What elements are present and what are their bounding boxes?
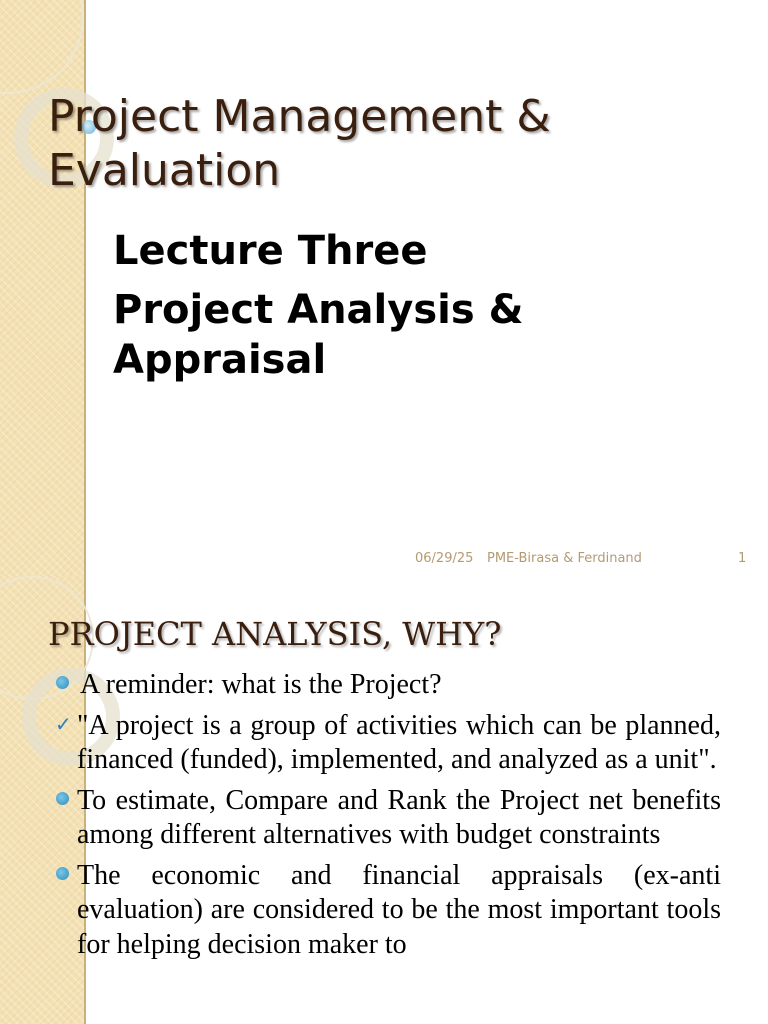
list-item — [0, 859, 721, 963]
slide-subtitle-lecture: Lecture Three — [113, 228, 428, 274]
footer-date: 06/29/25 — [415, 551, 474, 566]
footer-page-number: 1 — [738, 551, 747, 566]
slide-title-line-1: Project Management & — [48, 91, 551, 142]
bullet-text: "A project is a group of activities which can be planned, financed (funded), implemented, and analyzed as a unit". — [77, 709, 721, 775]
footer-text: PME-Birasa & Ferdinand — [487, 551, 642, 566]
bullet-dot-icon — [56, 792, 69, 805]
slide-2 — [0, 576, 768, 1024]
list-item — [0, 668, 721, 703]
bullet-text: The economic and financial appraisals (ex-anti evaluation) are considered to be the most important tools for helping decision maker to — [77, 859, 721, 960]
slide-title-line-2: Evaluation — [48, 145, 281, 196]
bullet-text: To estimate, Compare and Rank the Project net benefits among different alternatives with budget constraints — [77, 784, 721, 850]
slide-subtitle-topic: Project Analysis & Appraisal — [113, 287, 524, 383]
slide-title — [48, 90, 728, 198]
bullet-dot-icon — [56, 676, 69, 689]
checkmark-icon: ✓ — [55, 711, 72, 736]
bullet-dot-icon — [56, 867, 69, 880]
slide-title: PROJECT ANALYSIS, WHY? — [48, 615, 502, 653]
list-item — [0, 709, 721, 778]
bullet-list — [0, 668, 768, 968]
list-item — [0, 784, 721, 853]
bullet-text: A reminder: what is the Project? — [80, 669, 442, 700]
